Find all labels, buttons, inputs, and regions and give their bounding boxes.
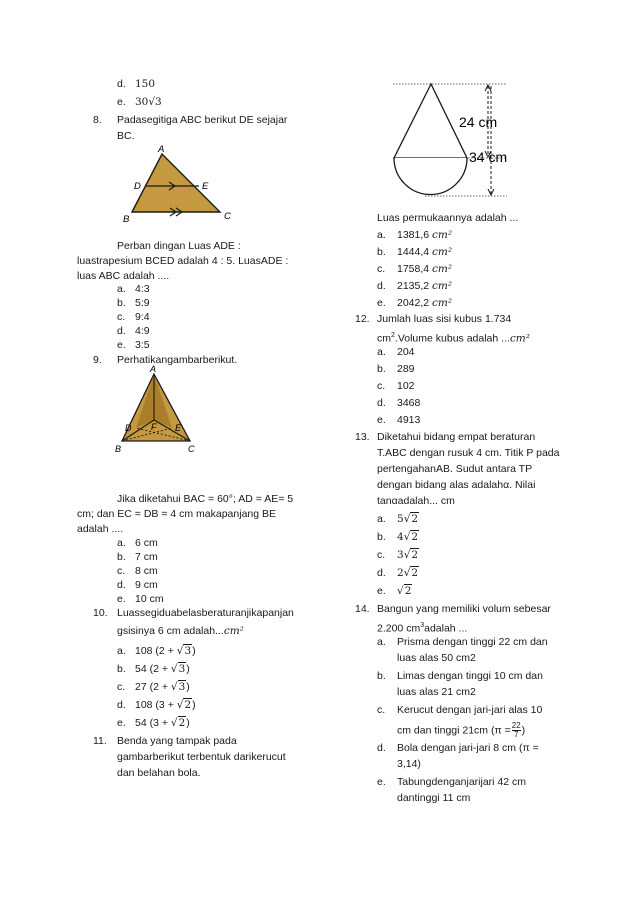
q11-text-line3: dan belahan bola. [117, 767, 201, 779]
q7-option-d-value: 150 [135, 78, 156, 90]
q14-option-b-label: b. [377, 670, 386, 682]
q10-option-b-label: b. [117, 663, 126, 675]
q13-text-line2: T.ABC dengan rusuk 4 cm. Titik P pada [377, 447, 560, 459]
q12-option-d-value: 3468 [397, 397, 421, 409]
vertex-label-d: D [134, 181, 141, 192]
q10-text-line2: gsisinya 6 cm adalah...cm² [117, 625, 244, 637]
q9-option-c-label: c. [117, 565, 126, 577]
q12-text-line2: $cm^2.Volume$ kubus adalah ...cm² [377, 332, 530, 345]
vertex-label-a: A [150, 364, 157, 374]
fraction-denominator: 7 [513, 730, 519, 739]
q9-option-b-value: 7 cm [135, 551, 158, 563]
q8-stem-line2: luastrapesium BCED adalah 4 : 5. LuasADE : [77, 255, 289, 267]
q14-option-d-line1: Bola dengan jari-jari 8 cm (π = [397, 742, 539, 754]
q9-option-a-label: a. [117, 537, 126, 549]
fraction-numerator: 22 [511, 721, 521, 730]
q14-option-b-line2: luas alas 21 cm2 [397, 686, 476, 698]
q12-option-e-label: e. [377, 414, 386, 426]
q8-triangle-figure [120, 144, 240, 224]
vertex-label-d: D [125, 423, 132, 433]
q11-option-a-label: a. [377, 229, 386, 241]
q8-option-d-label: d. [117, 325, 126, 337]
q10-option-e-value: 54 (3 + √2) [135, 717, 190, 729]
q8-stem-line3: luas ABC adalah .... [77, 270, 170, 282]
q10-number: 10. [93, 607, 108, 619]
q9-option-d-value: 9 cm [135, 579, 158, 591]
q10-option-c-label: c. [117, 681, 126, 693]
vertex-label-b: B [115, 444, 122, 454]
q12-option-a-label: a. [377, 346, 386, 358]
vertex-label-b: B [123, 214, 130, 225]
q8-text-line1: Padasegitiga ABC berikut DE sejajar [117, 114, 288, 126]
q10-option-e-label: e. [117, 717, 126, 729]
q14-option-c-line2: cm dan tinggi 21cm (π = $\frac{22}{7}$ ) [397, 721, 526, 739]
q10-option-c-value: 27 (2 + √3) [135, 681, 190, 693]
q13-text-line1: Diketahui bidang empat beraturan [377, 431, 536, 443]
q14-option-e-line1: Tabungdenganjarijari 42 cm [397, 776, 526, 788]
q13-text-line4: dengan bidang alas adalahα. Nilai [377, 479, 536, 491]
q13-option-b-label: b. [377, 531, 386, 543]
q14-option-e-label: e. [377, 776, 386, 788]
q11-number: 11. [93, 735, 107, 747]
q11-option-c-value: 1758,4 cm² [397, 263, 453, 275]
vertex-label-c: C [224, 211, 231, 222]
q9-option-a-value: 6 cm [135, 537, 158, 549]
q12-option-b-value: 289 [397, 363, 415, 375]
q12-option-c-label: c. [377, 380, 386, 392]
q9-text: Perhatikangambarberikut. [117, 354, 238, 366]
q14-option-b-line1: Limas dengan tinggi 10 cm dan [397, 670, 543, 682]
q12-option-a-value: 204 [397, 346, 415, 358]
q11-option-d-label: d. [377, 280, 386, 292]
q10-option-a-label: a. [117, 645, 126, 657]
q12-number: 12. [355, 313, 370, 325]
q13-option-c-label: c. [377, 549, 386, 561]
vertex-label-c: C [188, 444, 195, 454]
q8-stem-line1: Perban dingan Luas ADE : [117, 240, 241, 252]
q14-option-a-line1: Prisma dengan tinggi 22 cm dan [397, 636, 548, 648]
q12-unit: cm² [509, 332, 530, 345]
q12-option-e-value: 4913 [397, 414, 421, 426]
q14-text-line1: Bangun yang memiliki volum sebesar [377, 603, 551, 615]
q13-option-d-value: 2√2 [397, 567, 419, 579]
q14-option-c-line1: Kerucut dengan jari-jari alas 10 [397, 704, 543, 716]
q14-option-d-line2: 3,14) [397, 758, 421, 770]
vertex-label-e: E [202, 181, 209, 192]
q9-option-c-value: 8 cm [135, 565, 158, 577]
q11-option-b-value: 1444,4 cm² [397, 246, 453, 258]
q8-option-b-label: b. [117, 297, 126, 309]
q7-option-d-label: d. [117, 78, 126, 90]
q8-option-c-value: 9:4 [135, 311, 150, 323]
q11-option-a-value: 1381,6 cm² [397, 229, 453, 241]
q10-option-a-value: 108 (2 + √3) [135, 645, 196, 657]
q9-triangle-figure [110, 364, 200, 454]
hemisphere [394, 158, 467, 195]
q14-option-c-label: c. [377, 704, 386, 716]
q13-number: 13. [355, 431, 370, 443]
q9-stem-line3: adalah .... [77, 523, 124, 535]
q12-option-d-label: d. [377, 397, 386, 409]
q8-option-e-value: 3:5 [135, 339, 150, 351]
q13-text-line3: pertengahanAB. Sudut antara TP [377, 463, 533, 475]
q11-option-d-value: 2135,2 cm² [397, 280, 453, 292]
vertex-label-e: E [175, 423, 182, 433]
q11-option-b-label: b. [377, 246, 386, 258]
label-34-cm: 34 cm [469, 149, 508, 165]
q11-option-e-label: e. [377, 297, 386, 309]
q8-option-b-value: 5:9 [135, 297, 150, 309]
q14-option-a-label: a. [377, 636, 386, 648]
q14-number: 14. [355, 603, 370, 615]
q13-option-d-label: d. [377, 567, 386, 579]
q8-option-a-label: a. [117, 283, 126, 295]
q12-text-line1: Jumlah luas sisi kubus 1.734 [377, 313, 512, 325]
q14-option-a-line2: luas alas 50 cm2 [397, 652, 476, 664]
vertex-label-a: A [158, 144, 165, 155]
q10-unit: cm² [223, 625, 244, 637]
q8-number: 8. [93, 114, 102, 126]
q12-option-b-label: b. [377, 363, 386, 375]
q11-text-line2: gambarberikut terbentuk darikerucut [117, 751, 286, 763]
q9-stem-line1: Jika diketahui BAC = 60°; AD = AE= 5 [117, 493, 294, 505]
q8-text-line2: BC. [117, 130, 135, 142]
q9-option-d-label: d. [117, 579, 126, 591]
q13-option-e-label: e. [377, 585, 386, 597]
q11-option-c-label: c. [377, 263, 386, 275]
q10-option-b-value: 54 (2 + √3) [135, 663, 190, 675]
q14-option-d-label: d. [377, 742, 386, 754]
q10-option-d-value: 108 (3 + √2) [135, 699, 196, 711]
q14-text-line2: 2.200 $cm^3adalah$ ... [377, 622, 468, 635]
q13-option-b-value: 4√2 [397, 531, 419, 543]
q11-text-line1: Benda yang tampak pada [117, 735, 237, 747]
q9-option-e-label: e. [117, 593, 126, 605]
q13-option-a-value: 5√2 [397, 513, 419, 525]
q13-text-line5: tanαadalah... cm [377, 495, 455, 507]
q13-option-a-label: a. [377, 513, 386, 525]
q7-option-e-label: e. [117, 96, 126, 108]
q8-option-a-value: 4:3 [135, 283, 150, 295]
q11-stem: Luas permukaannya adalah ... [377, 212, 519, 224]
q14-option-e-line2: dantinggi 11 cm [397, 792, 471, 804]
label-24-cm: 24 cm [459, 114, 498, 130]
q7-option-e-value: 30√3 [135, 96, 162, 108]
vertex-label-f: F [151, 422, 157, 432]
q9-option-e-value: 10 cm [135, 593, 164, 605]
q9-number: 9. [93, 354, 102, 366]
q8-option-e-label: e. [117, 339, 126, 351]
q13-option-e-value: √2 [397, 585, 412, 597]
q11-option-e-value: 2042,2 cm² [397, 297, 453, 309]
q9-option-b-label: b. [117, 551, 126, 563]
q8-option-c-label: c. [117, 311, 126, 323]
q9-stem-line2: cm; dan EC = DB = 4 cm makapanjang BE [77, 508, 277, 520]
q8-option-d-value: 4:9 [135, 325, 150, 337]
cone [394, 84, 467, 158]
q10-text-line1: Luassegiduabelasberaturanjikapanjan [117, 607, 294, 619]
q13-option-c-value: 3√2 [397, 549, 419, 561]
q11-cone-hemisphere-figure [385, 80, 520, 205]
q12-option-c-value: 102 [397, 380, 415, 392]
q10-option-d-label: d. [117, 699, 126, 711]
